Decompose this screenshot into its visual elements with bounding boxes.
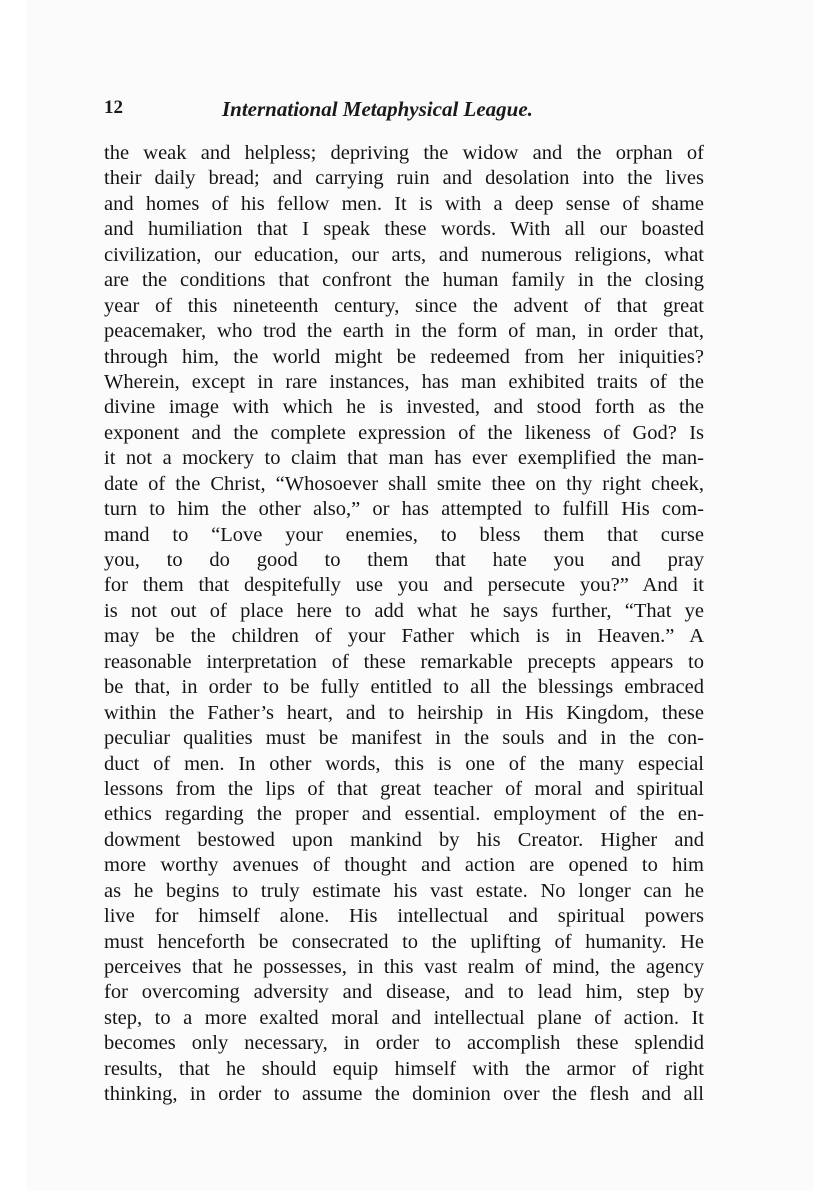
- text-line: for them that despitefully use you and persecute you?” And it: [104, 574, 704, 597]
- text-line: becomes only necessary, in order to accomplish these splendid: [104, 1032, 704, 1055]
- text-line: are the conditions that confront the human family in the closing: [104, 269, 704, 292]
- text-line: through him, the world might be redeemed from her iniquities?: [104, 345, 704, 368]
- text-line: ethics regarding the proper and essential. employment of the en-: [104, 803, 704, 826]
- text-line: their daily bread; and carrying ruin and desolation into the lives: [104, 167, 704, 190]
- text-line: year of this nineteenth century, since the advent of that great: [104, 294, 704, 317]
- text-line: duct of men. In other words, this is one of the many especial: [104, 752, 704, 775]
- text-line: as he begins to truly estimate his vast estate. No longer can he: [104, 879, 704, 902]
- text-line: date of the Christ, “Whosoever shall smite thee on thy right cheek,: [104, 472, 704, 495]
- text-line: exponent and the complete expression of the likeness of God? Is: [104, 421, 704, 444]
- text-line: peacemaker, who trod the earth in the form of man, in order that,: [104, 320, 704, 343]
- text-line: divine image with which he is invested, and stood forth as the: [104, 396, 704, 419]
- body-text: [104, 141, 704, 1108]
- text-line: turn to him the other also,” or has attempted to fulfill His com-: [104, 498, 704, 521]
- text-line: Wherein, except in rare instances, has man exhibited traits of the: [104, 370, 704, 393]
- text-line: and homes of his fellow men. It is with a deep sense of shame: [104, 192, 704, 215]
- text-line: you, to do good to them that hate you and pray: [104, 549, 704, 571]
- text-line: the weak and helpless; depriving the widow and the orphan of: [104, 142, 704, 164]
- text-line: must henceforth be consecrated to the uplifting of humanity. He: [104, 930, 704, 953]
- page-number: 12: [104, 97, 123, 118]
- text-line: is not out of place here to add what he says further, “That ye: [104, 599, 704, 622]
- text-line: perceives that he possesses, in this vast realm of mind, the agency: [104, 956, 704, 978]
- text-line: thinking, in order to assume the dominion over the flesh and all: [104, 1083, 704, 1106]
- text-line: within the Father’s heart, and to heirship in His Kingdom, these: [104, 701, 704, 724]
- text-line: peculiar qualities must be manifest in the souls and in the con-: [104, 727, 704, 750]
- text-line: mand to “Love your enemies, to bless them that curse: [104, 523, 704, 546]
- page-header: [104, 97, 704, 123]
- text-line: civilization, our education, our arts, and numerous religions, what: [104, 243, 704, 266]
- text-line: reasonable interpretation of these remarkable precepts appears to: [104, 650, 704, 673]
- text-line: live for himself alone. His intellectual and spiritual powers: [104, 905, 704, 928]
- text-line: it not a mockery to claim that man has ever exemplified the man-: [104, 447, 704, 470]
- running-head: International Metaphysical League.: [222, 97, 533, 121]
- text-line: more worthy avenues of thought and action are opened to him: [104, 854, 704, 877]
- text-line: dowment bestowed upon mankind by his Creator. Higher and: [104, 828, 704, 851]
- text-line: step, to a more exalted moral and intellectual plane of action. It: [104, 1006, 704, 1029]
- text-line: lessons from the lips of that great teacher of moral and spiritual: [104, 777, 704, 800]
- text-line: be that, in order to be fully entitled to all the blessings embraced: [104, 676, 704, 699]
- text-line: may be the children of your Father which is in Heaven.” A: [104, 625, 704, 648]
- text-line: and humiliation that I speak these words. With all our boasted: [104, 218, 704, 241]
- text-line: for overcoming adversity and disease, and to lead him, step by: [104, 981, 704, 1004]
- text-line: results, that he should equip himself with the armor of right: [104, 1057, 704, 1080]
